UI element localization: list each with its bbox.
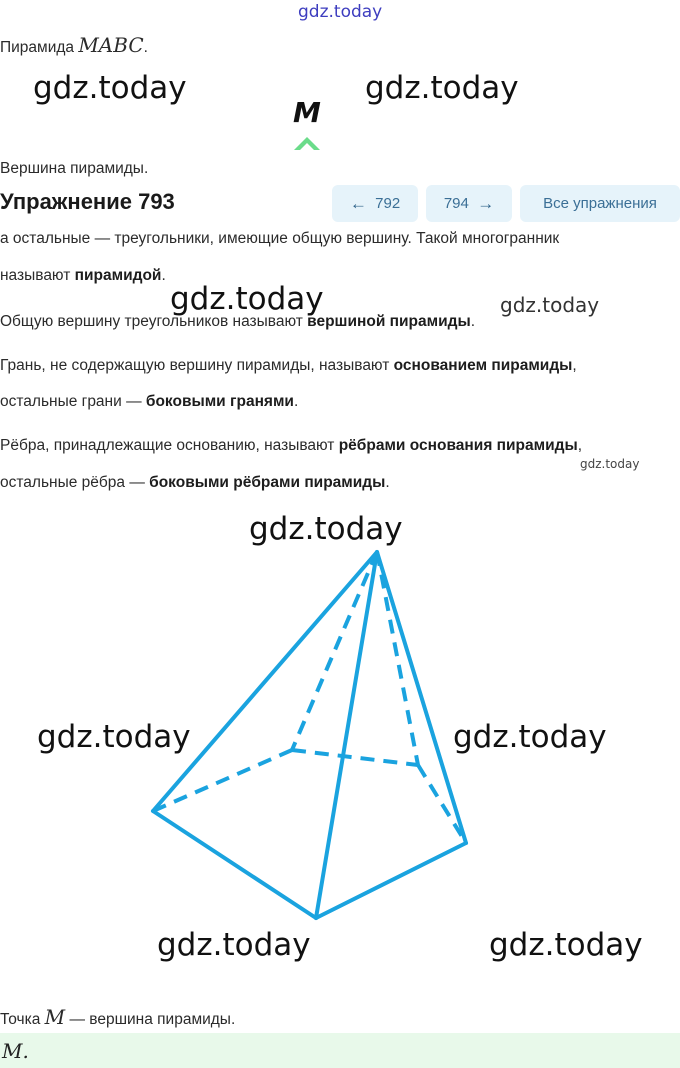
pyramid-edge-visible [316,843,466,918]
watermark: gdz.today [33,70,187,106]
all-exercises-label: Все упражнения [543,195,657,212]
arrow-left-icon: ← [349,193,367,213]
vertex-label: M [293,96,321,129]
watermark-top: gdz.today [298,2,383,22]
next-exercise-number: 794 [443,195,469,212]
theory-line: называют пирамидой. [0,267,166,284]
pyramid-edge-visible [377,552,466,843]
theory-line: Рёбра, принадлежащие основанию, называют рёбрами основания пирамиды, [0,437,583,454]
watermark: gdz.today [489,927,643,963]
watermark: gdz.today [365,70,519,106]
answer-bar [0,1033,680,1068]
theory-line: Грань, не содержащую вершину пирамиды, называют основанием пирамиды, [0,357,577,374]
watermark: gdz.today [500,293,600,317]
next-exercise-button[interactable] [426,185,512,222]
pyramid-edge-hidden [292,552,377,750]
watermark: gdz.today [453,719,607,755]
answer-line: Точка M — вершина пирамиды. [0,1005,236,1029]
theory-line: остальные грани — боковыми гранями. [0,393,299,410]
watermark: gdz.today [170,281,324,317]
arrow-right-icon: → [477,193,495,213]
all-exercises-button[interactable] [520,185,680,222]
pyramid-edge-visible [153,552,377,811]
pyramid-edge-hidden [377,552,418,765]
pyramid-edge-hidden [418,765,466,843]
prev-exercise-number: 792 [375,195,401,212]
watermark: gdz.today [37,719,191,755]
theory-line: а остальные — треугольники, имеющие общую вершину. Такой многогранник [0,230,560,247]
pyramid-edge-visible [153,811,316,918]
theory-line: остальные рёбра — боковыми рёбрами пирамиды. [0,474,390,491]
arrow-up-icon [292,134,322,152]
pyramid-edge-visible [316,552,377,918]
exercise-title: Упражнение 793 [0,189,175,214]
watermark: gdz.today [249,511,403,547]
pyramid-edge-hidden [292,750,418,765]
intro-line: Пирамида MABC. [0,33,148,57]
vertex-caption: Вершина пирамиды. [0,160,149,177]
watermark: gdz.today [580,457,640,471]
pyramid-edge-hidden [153,750,292,811]
prev-exercise-button[interactable] [332,185,418,222]
clipped-line-wrapper [0,228,680,248]
theory-line: Общую вершину треугольников называют вершиной пирамиды. [0,313,476,330]
watermark: gdz.today [157,927,311,963]
final-answer: M. [2,1039,29,1063]
